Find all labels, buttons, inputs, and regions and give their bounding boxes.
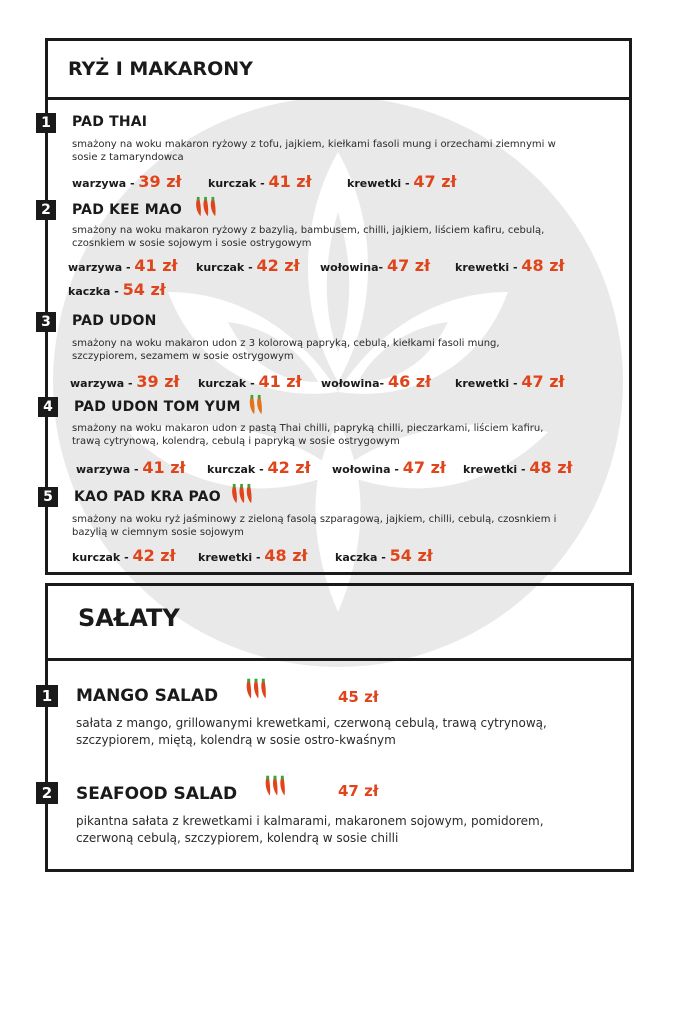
price-label: warzywa: [76, 463, 131, 476]
price-label: wołowina: [320, 261, 379, 274]
price-label: warzywa: [72, 177, 127, 190]
price-item: warzywa - 41 zł: [68, 256, 178, 275]
price-value: 39 zł: [138, 172, 182, 191]
dish-number: 3: [36, 312, 56, 332]
price-value: 41 zł: [134, 256, 178, 275]
price-value: 48 zł: [521, 256, 565, 275]
price-item: krewetki - 48 zł: [198, 546, 308, 565]
price-item: wołowina- 47 zł: [320, 256, 431, 275]
price-label: krewetki: [455, 377, 510, 390]
price-item: wołowina- 46 zł: [321, 372, 432, 391]
salad-price: 45 zł: [338, 688, 379, 706]
salad-number: 1: [36, 685, 58, 707]
price-label: wołowina: [332, 463, 391, 476]
price-label: wołowina: [321, 377, 380, 390]
dish-name: PAD KEE MAO: [72, 202, 183, 218]
chili-pepper-icon: [193, 196, 219, 218]
dish-name: PAD UDON: [72, 313, 157, 329]
price-label: warzywa: [68, 261, 123, 274]
price-label: krewetki: [455, 261, 510, 274]
section-title: SAŁATY: [78, 604, 180, 632]
dish-description: smażony na woku makaron udon z 3 kolorową papryką, cebulą, kiełkami fasoli mung, szczypiorem, sezamem w sosie ostrygowym: [72, 338, 500, 362]
price-value: 41 zł: [142, 458, 186, 477]
price-label: krewetki: [198, 551, 253, 564]
price-value: 54 zł: [122, 280, 166, 299]
price-label: krewetki: [347, 177, 402, 190]
salad-price: 47 zł: [338, 782, 379, 800]
price-item: kurczak - 41 zł: [208, 172, 312, 191]
dish-name: KAO PAD KRA PAO: [74, 489, 221, 505]
dish-number: 5: [38, 487, 58, 507]
dish-name: PAD UDON TOM YUM: [74, 399, 241, 415]
price-item: wołowina - 47 zł: [332, 458, 446, 477]
price-item: krewetki - 48 zł: [463, 458, 573, 477]
price-value: 54 zł: [389, 546, 433, 565]
chili-pepper-icon: [229, 483, 255, 505]
price-item: krewetki - 48 zł: [455, 256, 565, 275]
dish-description: smażony na woku ryż jaśminowy z zieloną fasolą szparagową, jajkiem, chilli, cebulą, czosnkiem i bazylią w ciemnym sosie sojowym: [72, 514, 557, 538]
dish-number: 1: [36, 113, 56, 133]
salad-name: SEAFOOD SALAD: [76, 784, 238, 804]
price-label: kurczak: [208, 177, 257, 190]
price-value: 42 zł: [267, 458, 311, 477]
price-value: 41 zł: [258, 372, 302, 391]
dish-number: 2: [36, 200, 56, 220]
price-label: krewetki: [463, 463, 518, 476]
price-item: kaczka - 54 zł: [68, 280, 166, 299]
dish-number: 4: [38, 397, 58, 417]
price-label: warzywa: [70, 377, 125, 390]
chili-pepper-icon: [240, 678, 272, 700]
price-label: kaczka: [335, 551, 378, 564]
price-item: kaczka - 54 zł: [335, 546, 433, 565]
salad-description: sałata z mango, grillowanymi krewetkami, czerwoną cebulą, trawą cytrynową, szczypiorem, miętą, kolendrą w sosie ostro-kwaśnym: [76, 716, 547, 747]
price-value: 47 zł: [402, 458, 446, 477]
price-item: kurczak - 42 zł: [196, 256, 300, 275]
price-value: 42 zł: [256, 256, 300, 275]
price-item: krewetki - 47 zł: [347, 172, 457, 191]
dish-description: smażony na woku makaron udon z pastą Thai chilli, papryką chilli, pieczarkami, liściem kafiru, trawą cytrynową, kolendrą, cebulą i papryką w sosie ostrygowym: [72, 423, 544, 447]
price-value: 47 zł: [521, 372, 565, 391]
price-item: kurczak - 41 zł: [198, 372, 302, 391]
chili-pepper-icon: [259, 775, 291, 797]
dish-description: smażony na woku makaron ryżowy z bazylią, bambusem, chilli, jajkiem, liściem kafiru, cebulą, czosnkiem w sosie sojowym i sosie ostrygowym: [72, 225, 545, 249]
price-value: 47 zł: [386, 256, 431, 275]
price-label: kaczka: [68, 285, 111, 298]
price-item: warzywa - 39 zł: [72, 172, 182, 191]
price-value: 46 zł: [387, 372, 432, 391]
price-value: 41 zł: [268, 172, 312, 191]
price-item: warzywa - 41 zł: [76, 458, 186, 477]
price-label: kurczak: [72, 551, 121, 564]
price-value: 48 zł: [529, 458, 573, 477]
salad-description: pikantna sałata z krewetkami i kalmarami, makaronem sojowym, pomidorem, czerwoną cebulą, szczypiorem, kolendrą w sosie chilli: [76, 814, 544, 845]
price-value: 47 zł: [413, 172, 457, 191]
price-label: kurczak: [196, 261, 245, 274]
price-item: warzywa - 39 zł: [70, 372, 180, 391]
section-title: RYŻ I MAKARONY: [68, 58, 253, 80]
price-item: krewetki - 47 zł: [455, 372, 565, 391]
price-value: 39 zł: [136, 372, 180, 391]
dish-name: PAD THAI: [72, 114, 148, 130]
price-item: kurczak - 42 zł: [207, 458, 311, 477]
chili-pepper-icon: [246, 394, 266, 416]
price-label: kurczak: [198, 377, 247, 390]
price-label: kurczak: [207, 463, 256, 476]
price-value: 42 zł: [132, 546, 176, 565]
dish-description: smażony na woku makaron ryżowy z tofu, jajkiem, kiełkami fasoli mung i orzechami ziemnymi w sosie z tamaryndowca: [72, 139, 556, 163]
price-item: kurczak - 42 zł: [72, 546, 176, 565]
salad-number: 2: [36, 782, 58, 804]
salad-name: MANGO SALAD: [76, 686, 219, 706]
price-value: 48 zł: [264, 546, 308, 565]
